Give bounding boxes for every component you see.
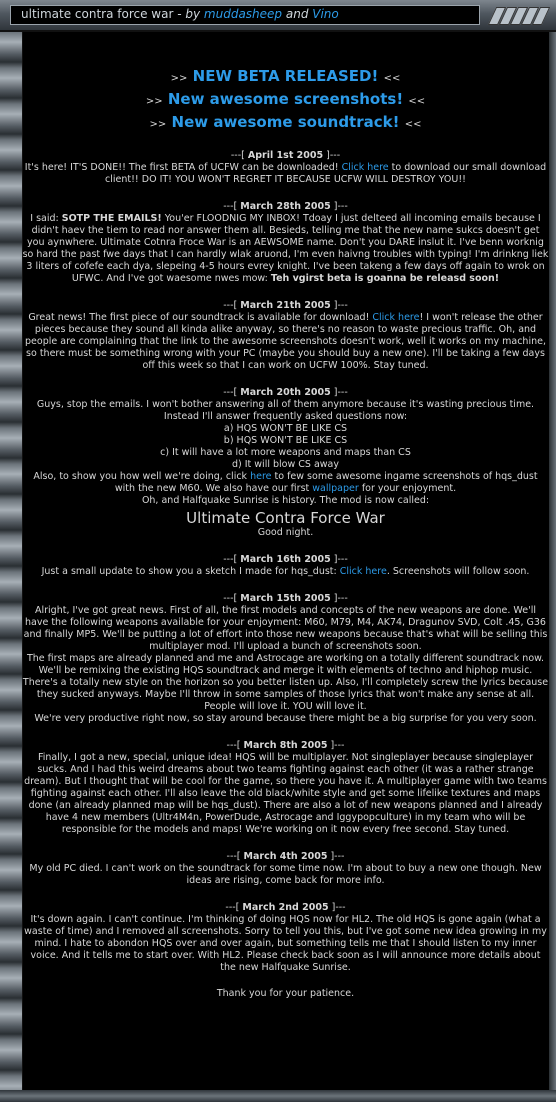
post-date-text: March 8th 2005 — [243, 740, 328, 751]
headline-soundtrack — [22, 112, 549, 135]
post-body: Also, to show you how well we're doing, click here to few some awesome ingame screenshots of hqs_dust with the new M60. We also have our first wallpaper for your enjoyment. — [33, 471, 538, 494]
post-paragraph: We're very productive right now, so stay around because there might be a big surprise for you very soon. — [34, 713, 537, 724]
title-bar — [0, 0, 556, 32]
post-date-text: March 15th 2005 — [240, 593, 331, 604]
headline-text: New awesome soundtrack! — [171, 113, 400, 131]
bottom-metal-bar — [0, 1090, 556, 1102]
footer-thanks: Thank you for your patience. — [216, 988, 355, 999]
post-intro: Guys, stop the emails. I won't bother answering all of them anymore because it's wasting precious time. Instead I'll answer frequently asked questions now: — [36, 399, 535, 422]
news-post-march-21 — [22, 300, 549, 372]
news-post-march-16 — [22, 554, 549, 578]
post-date-text: March 21th 2005 — [240, 300, 331, 311]
arrow-right: << — [404, 119, 422, 130]
by-text: - by — [173, 7, 204, 21]
post-body: My old PC died. I can't work on the soundtrack for some time now. I'm about to buy a new one though. New ideas are rising, come back for more info. — [29, 863, 542, 886]
news-post-march-8 — [22, 740, 549, 836]
post-date-text: March 4th 2005 — [243, 851, 328, 862]
post-date-text: March 16th 2005 — [240, 554, 331, 565]
news-post-march-4 — [22, 851, 549, 887]
post-body: Finally, I got a new, special, unique idea! HQS will be multiplayer. Not singleplayer because singleplayer sucks. And I had this weird dreams about two teams fighting against each other (it was a rather strange dream). But I thought that will be cool for the game, so there you have it. A multiplayer game with two teams fighting against each other. I'll also leave the old black/white style and get some lifelike textures and maps done (an already planned map will be hqs_dust). There are also a lot of new weapons planned and I already have 4 new members (Ultr4M4n, PowerDude, Astrocage and Iggypopculture) in my team who will be responsible for the models and maps! We're working on it now every free second. Stay tuned. — [24, 752, 547, 835]
post-date-text: March 2nd 2005 — [242, 902, 329, 913]
news-post-april-1 — [22, 150, 549, 186]
post-date: ---[ March 16th 2005 ]--- — [223, 554, 348, 565]
post-body: I said: SOTP THE EMAILS! You'er FLOODNIG MY INBOX! Tdoay I just delteed all incoming emails because I didn't haev the tiem to read nor answer them all. Besieds, telling me that the new name sukcs doesn't get you aynwhere. Ultimate Cotnra Froce War is an AEWSOME name. Don't you DARE inslut it. I've benn worknig so hard the past fwe days that I can hardly wlak aruond, I'm even haivng troubles with typing! I'm drinkng liek 3 liters of cofefe each dya, slepeing 4-5 hours evrey knight. I've been takeng a few days off again to wrok on UFWC. And I've got waesome nwes mow: Teh vgirst beta is goanna be releasd soon! — [22, 213, 549, 284]
news-post-march-2 — [22, 902, 549, 974]
post-date-text: April 1st 2005 — [247, 150, 324, 161]
download-client-link[interactable]: Click here — [341, 162, 389, 173]
soundtrack-download-link[interactable]: Click here — [372, 312, 420, 323]
and-text: and — [282, 7, 313, 21]
window-title — [21, 7, 339, 21]
post-signoff: Good night. — [257, 527, 314, 538]
post-date-text: March 28th 2005 — [240, 201, 331, 212]
post-body: It's here! IT'S DONE!! The first BETA of UCFW can be downloaded! Click here to download our small download client!! DO IT! YOU WON'T REGRET IT BECAUSE UCFW WILL DESTROY YOU!! — [24, 162, 547, 185]
faq-item: d) It will blow CS away — [231, 459, 339, 470]
headline-beta — [22, 66, 549, 89]
sketch-link[interactable]: Click here — [339, 566, 387, 577]
left-metal-rail — [0, 32, 23, 1102]
post-date: ---[ March 28th 2005 ]--- — [223, 201, 348, 212]
post-body: Just a small update to show you a sketch I made for hqs_dust: Click here. Screenshots will follow soon. — [41, 566, 530, 577]
post-body: It's down again. I can't continue. I'm thinking of doing HQS now for HL2. The old HQS is gone again (what a waste of time) and I removed all screenshots. Sorry to tell you this, but I've got some new idea growing in my mind. I hate to abondon HQS over and over again, but something tells me that I should listen to my inner voice. And it tells me to start over. With HL2. Please check back soon as I will announce more details about the new Halfquake Sunrise. — [24, 914, 547, 973]
news-post-march-20 — [22, 387, 549, 539]
news-content — [22, 66, 549, 1000]
headline-text: NEW BETA RELEASED! — [192, 67, 379, 85]
site-title: ultimate contra force war — [21, 7, 174, 21]
post-body: Great news! The first piece of our soundtrack is available for download! Click here! I won't release the other pieces because they sound all kinda alike anyway, so there's no reason to waste precious traffic. Oh, and people are complaining that the link to the awesome screenshots doesn't work, well it works on my machine, so there must be something wrong with your PC (maybe you should buy a new one). I'll be taking a few days off this week so that I can work on UCFW 100%. Stay tuned. — [25, 312, 546, 371]
headline-screenshots — [22, 89, 549, 112]
arrow-left: >> — [149, 119, 167, 130]
post-date: ---[ April 1st 2005 ]--- — [230, 150, 341, 161]
author-muddasheep: muddasheep — [203, 7, 283, 21]
post-date-text: March 20th 2005 — [240, 387, 331, 398]
post-date: ---[ March 2nd 2005 ]--- — [225, 902, 346, 913]
arrow-left: >> — [170, 73, 188, 84]
author-vino: Vino — [312, 7, 339, 21]
post-date: ---[ March 20th 2005 ]--- — [223, 387, 348, 398]
arrow-right: << — [383, 73, 401, 84]
arrow-right: << — [408, 96, 426, 107]
post-date: ---[ March 21th 2005 ]--- — [223, 300, 348, 311]
post-date: ---[ March 15th 2005 ]--- — [223, 593, 348, 604]
post-date: ---[ March 8th 2005 ]--- — [226, 740, 345, 751]
screenshots-link[interactable]: here — [250, 471, 272, 482]
arrow-left: >> — [145, 96, 163, 107]
new-mod-name: Ultimate Contra Force War — [186, 509, 385, 527]
faq-item: a) HQS WON'T BE LIKE CS — [223, 423, 348, 434]
headline-text: New awesome screenshots! — [167, 90, 404, 108]
post-note: Oh, and Halfquake Sunrise is history. The mod is now called: — [141, 495, 430, 506]
post-date: ---[ March 4th 2005 ]--- — [226, 851, 345, 862]
news-post-march-15 — [22, 593, 549, 725]
headlines — [22, 66, 549, 135]
faq-item: c) It will have a lot more weapons and maps than CS — [160, 447, 411, 458]
right-metal-rail — [549, 32, 556, 1102]
wallpaper-link[interactable]: wallpaper — [312, 483, 359, 494]
faq-item: b) HQS WON'T BE LIKE CS — [223, 435, 348, 446]
news-post-march-28 — [22, 201, 549, 285]
post-paragraph: The first maps are already planned and me and Astrocage are working on a totally different soundtrack now. We'll be remixing the existing HQS soundtrack and merge it with elements of techno and hiphop music. There's a totally new style on the horizon so you better listen up. Also, I'll completely screw the lyrics because they sucked anyways. Maybe I'll throw in some samples of those lyrics that won't make any sense at all. People will love it. YOU will love it. — [22, 653, 549, 712]
title-box — [10, 5, 480, 25]
post-paragraph: Alright, I've got great news. First of all, the first models and concepts of the new weapons are done. We'll have the following weapons available for your enjoyment: M60, M79, M4, AK74, Dragunov SVD, Colt .45, G36 and finally MP5. We'll be putting a lot of effort into those new weapons because that's what will be selling this multiplayer mod. I'll upload a bunch of screenshots soon. — [23, 605, 548, 652]
